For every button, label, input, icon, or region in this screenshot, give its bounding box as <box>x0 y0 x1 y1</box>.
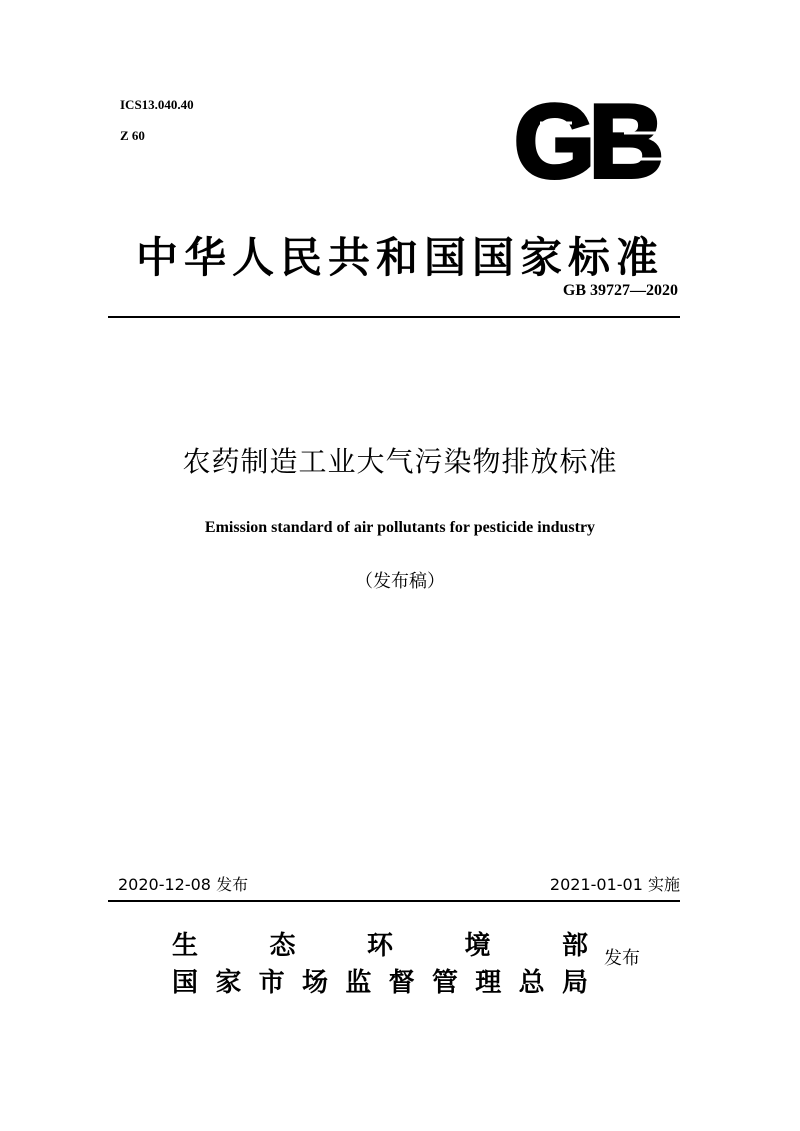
ccs-code: Z 60 <box>120 128 145 143</box>
issue-date: 2020-12-08 发布 <box>118 875 249 894</box>
document-title-en: Emission standard of air pollutants for pesticide industry <box>204 519 596 536</box>
issuer-char: 管 <box>431 968 458 998</box>
issuer-char: 家 <box>215 968 242 998</box>
issuer-char: 环 <box>366 931 393 961</box>
country-standard-title: 中华人民共和国国家标准 <box>135 233 664 282</box>
issuer-char: 总 <box>518 968 545 998</box>
issuer-char: 局 <box>561 968 588 998</box>
issuer-char: 监 <box>345 968 372 998</box>
issuer-char: 生 <box>172 931 199 961</box>
issuer-administration <box>172 962 588 999</box>
issuer-ministry <box>172 925 588 962</box>
issuer-char: 市 <box>258 968 285 998</box>
ics-code: ICS13.040.40 <box>120 97 194 112</box>
svg-text:GB: GB <box>514 93 658 185</box>
issuer-char: 督 <box>388 968 415 998</box>
issuer-char: 国 <box>172 968 199 998</box>
bottom-divider <box>108 900 680 902</box>
issuer-char: 部 <box>561 931 588 961</box>
issuer-char: 理 <box>475 968 502 998</box>
issuer-char: 场 <box>301 968 328 998</box>
top-divider <box>108 316 680 318</box>
draft-note: （发布稿） <box>355 571 445 592</box>
gb-standard-logo-icon <box>512 93 682 185</box>
issuer-char: 态 <box>269 931 296 961</box>
implementation-date: 2021-01-01 实施 <box>549 875 680 894</box>
standard-number: GB 39727—2020 <box>562 282 678 299</box>
publish-label: 发布 <box>604 948 640 969</box>
issuer-char: 境 <box>464 931 491 961</box>
document-title-cn: 农药制造工业大气污染物排放标准 <box>182 445 618 478</box>
